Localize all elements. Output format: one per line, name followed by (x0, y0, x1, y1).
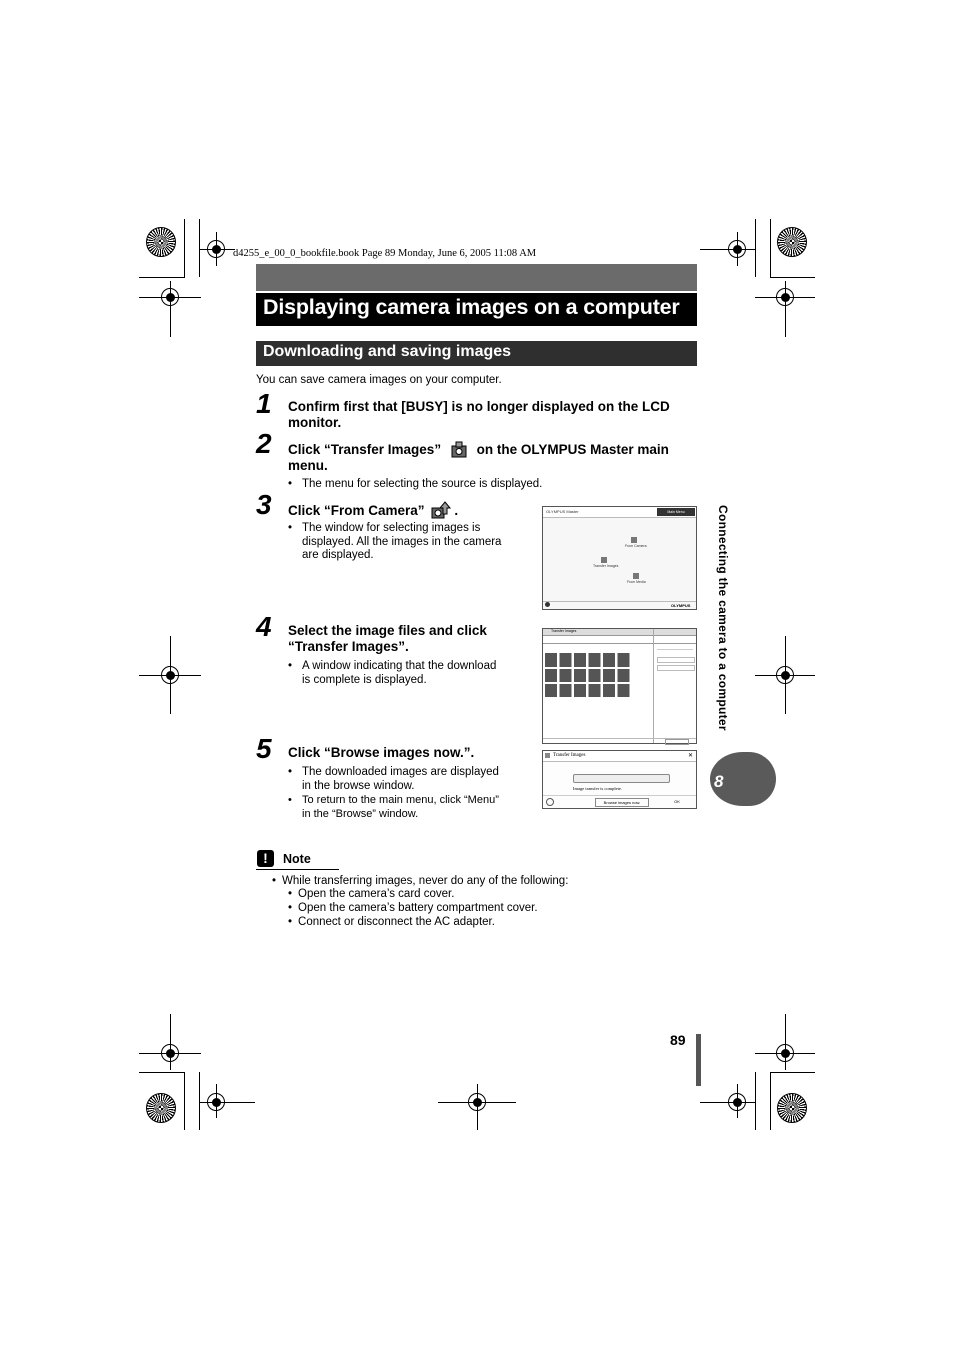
note-subitem: • Open the camera’s card cover. (288, 888, 455, 900)
transfer-images-label: Transfer Images (593, 564, 619, 568)
transfer-images-icon (449, 440, 469, 458)
exclamation-icon: ! (257, 850, 274, 867)
window-title: Transfer Images (551, 629, 577, 633)
step-number: 2 (256, 428, 272, 459)
page-number: 89 (670, 1032, 686, 1048)
step-bullet: • The window for selecting images is displayed. All the images in the camera are displayed. (288, 522, 502, 561)
chapter-number: 8 (714, 772, 724, 791)
chapter-side-tab: Connecting the camera to a computer (716, 505, 730, 731)
intro-text: You can save camera images on your computer. (256, 374, 502, 386)
from-camera-icon (430, 500, 452, 520)
transfer-images-icon (601, 557, 607, 563)
dialog-title: Transfer Images (553, 753, 586, 758)
main-menu-button: Main Menu (657, 508, 695, 516)
step-bullet: • A window indicating that the download is complete is displayed. (288, 660, 497, 686)
step-text: Confirm first that [BUSY] is no longer displayed on the LCD monitor. (288, 399, 670, 430)
step-text: Click “Transfer Images” on the OLYMPUS Master main menu. (288, 442, 669, 473)
step-bullet: • The menu for selecting the source is displayed. (288, 478, 543, 490)
page-title: Displaying camera images on a computer (263, 295, 680, 319)
step-number: 5 (256, 733, 272, 764)
step-text: Select the image files and click “Transfer Images”. (288, 623, 487, 654)
color-target-icon (777, 227, 807, 257)
page-edge-bar (696, 1034, 701, 1086)
color-target-icon (146, 227, 176, 257)
help-icon (546, 798, 554, 806)
title-band (256, 264, 697, 291)
help-icon (545, 602, 550, 607)
complete-dialog-screenshot (542, 750, 697, 809)
progress-bar (573, 774, 670, 783)
from-media-label: From Media (627, 580, 646, 584)
browse-images-button: Browse images now. (595, 798, 649, 807)
note-underline (256, 869, 339, 870)
thumbnail-grid (545, 653, 631, 697)
step-number: 4 (256, 611, 272, 642)
transfer-images-button (665, 739, 689, 745)
step-number: 1 (256, 388, 272, 419)
brand-logo: OLYMPUS (671, 603, 691, 608)
app-icon (545, 753, 550, 758)
from-camera-icon (631, 537, 637, 543)
file-header: d4255_e_00_0_bookfile.book Page 89 Monday, June 6, 2005 11:08 AM (233, 248, 537, 259)
step-text: Click “From Camera” . (288, 500, 458, 520)
note-item: • While transferring images, never do any of the following: (272, 875, 569, 887)
color-target-icon (777, 1093, 807, 1123)
close-icon: ✕ (688, 753, 694, 759)
note-label: Note (283, 852, 311, 866)
step-number: 3 (256, 489, 272, 520)
transfer-window-screenshot (542, 628, 697, 744)
main-menu-screenshot (542, 506, 697, 610)
note-subitem: • Connect or disconnect the AC adapter. (288, 916, 495, 928)
step-text: Click “Browse images now.”. (288, 745, 475, 760)
step-bullet: • The downloaded images are displayed in the browse window. (288, 766, 499, 792)
color-target-icon (146, 1093, 176, 1123)
ok-button: OK (674, 799, 680, 804)
from-camera-label: From Camera (625, 544, 647, 548)
app-title: OLYMPUS Master (546, 509, 579, 514)
note-subitem: • Open the camera’s battery compartment cover. (288, 902, 538, 914)
section-title: Downloading and saving images (263, 343, 512, 360)
dialog-message: Image transfer is complete. (573, 786, 622, 791)
step-bullet: • To return to the main menu, click “Menu” in the “Browse” window. (288, 794, 499, 820)
from-media-icon (633, 573, 639, 579)
